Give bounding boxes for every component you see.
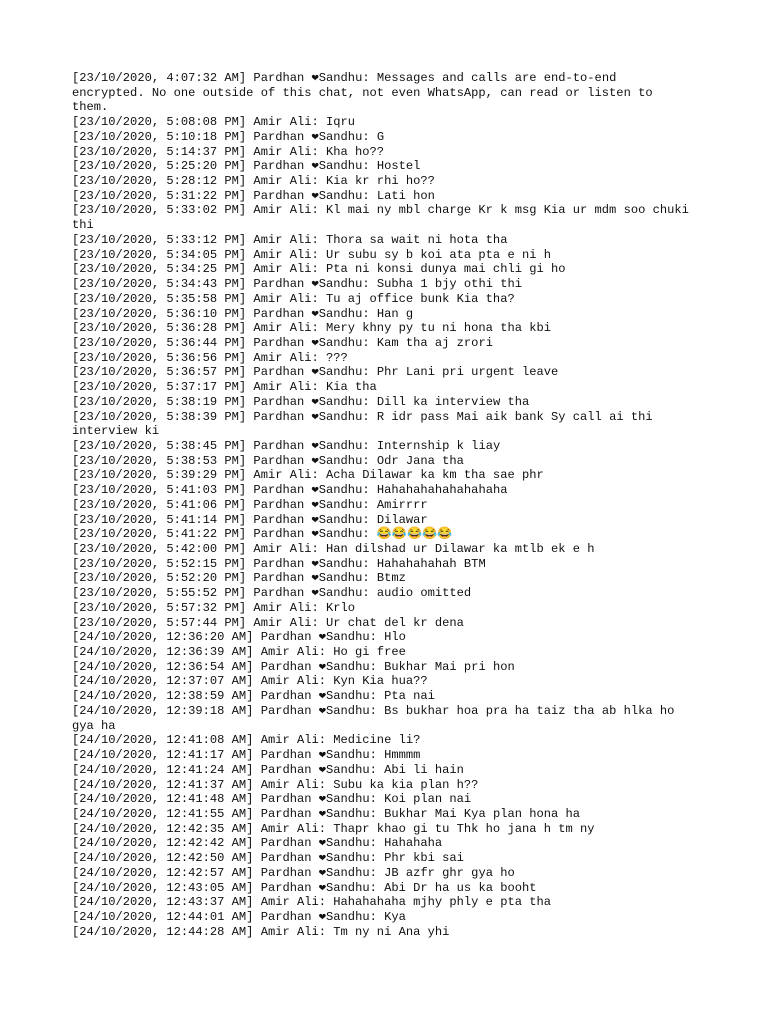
chat-message-line: [23/10/2020, 5:08:08 PM] Amir Ali: Iqru [72,115,356,130]
chat-message-line: [23/10/2020, 5:10:18 PM] Pardhan ❤Sandhu: G [72,129,385,144]
chat-message-line: [24/10/2020, 12:42:35 AM] Amir Ali: Thapr khao gi tu Thk ho jana h tm ny [72,821,595,836]
chat-message-line: [24/10/2020, 12:37:07 AM] Amir Ali: Kyn Kia hua?? [72,674,428,689]
chat-message-line: [23/10/2020, 5:33:02 PM] Amir Ali: Kl mai ny mbl charge Kr k msg Kia ur mdm soo chuki thi [72,203,697,233]
chat-message-line: [23/10/2020, 5:36:57 PM] Pardhan ❤Sandhu: Phr Lani pri urgent leave [72,365,559,380]
chat-log-text [72,71,697,939]
chat-message-line: [23/10/2020, 5:36:28 PM] Amir Ali: Mery khny py tu ni hona tha kbi [72,321,551,336]
chat-message-line: [23/10/2020, 5:39:29 PM] Amir Ali: Acha Dilawar ka km tha sae phr [72,468,544,483]
chat-message-line: [23/10/2020, 5:36:56 PM] Amir Ali: ??? [72,350,348,365]
chat-message-line: [24/10/2020, 12:41:55 AM] Pardhan ❤Sandhu: Bukhar Mai Kya plan hona ha [72,806,581,821]
chat-message-line: [23/10/2020, 5:52:20 PM] Pardhan ❤Sandhu: Btmz [72,571,406,586]
chat-message-line: [24/10/2020, 12:38:59 AM] Pardhan ❤Sandhu: Pta nai [72,689,435,704]
chat-message-line: [23/10/2020, 5:25:20 PM] Pardhan ❤Sandhu: Hostel [72,159,421,174]
chat-message-line: [23/10/2020, 4:07:32 AM] Pardhan ❤Sandhu: Messages and calls are end-to-end encrypted. No one outside of this chat, not even WhatsApp, can read or listen to them. [72,71,660,115]
chat-message-line: [24/10/2020, 12:39:18 AM] Pardhan ❤Sandhu: Bs bukhar hoa pra ha taiz tha ab hlka ho gya ha [72,703,682,733]
chat-message-line: [24/10/2020, 12:41:08 AM] Amir Ali: Medicine li? [72,733,421,748]
chat-message-line: [24/10/2020, 12:41:17 AM] Pardhan ❤Sandhu: Hmmmm [72,748,421,763]
chat-message-line: [23/10/2020, 5:37:17 PM] Amir Ali: Kia tha [72,380,377,395]
chat-message-line: [23/10/2020, 5:55:52 PM] Pardhan ❤Sandhu: audio omitted [72,586,472,601]
chat-message-line: [23/10/2020, 5:38:19 PM] Pardhan ❤Sandhu: Dill ka interview tha [72,394,530,409]
chat-message-line: [23/10/2020, 5:34:05 PM] Amir Ali: Ur subu sy b koi ata pta e ni h [72,247,551,262]
chat-message-line: [23/10/2020, 5:38:39 PM] Pardhan ❤Sandhu: R idr pass Mai aik bank Sy call ai thi interview ki [72,409,660,439]
chat-message-line: [24/10/2020, 12:36:20 AM] Pardhan ❤Sandhu: Hlo [72,630,406,645]
chat-message-line: [23/10/2020, 5:28:12 PM] Amir Ali: Kia kr rhi ho?? [72,174,435,189]
chat-message-line: [24/10/2020, 12:36:39 AM] Amir Ali: Ho gi free [72,645,406,660]
chat-message-line: [23/10/2020, 5:38:53 PM] Pardhan ❤Sandhu: Odr Jana tha [72,453,464,468]
chat-message-line: [23/10/2020, 5:41:14 PM] Pardhan ❤Sandhu: Dilawar [72,512,428,527]
chat-message-line: [24/10/2020, 12:44:01 AM] Pardhan ❤Sandhu: Kya [72,909,406,924]
chat-message-line: [24/10/2020, 12:42:42 AM] Pardhan ❤Sandhu: Hahahaha [72,836,443,851]
chat-message-line: [23/10/2020, 5:31:22 PM] Pardhan ❤Sandhu: Lati hon [72,188,435,203]
chat-message-line: [23/10/2020, 5:57:44 PM] Amir Ali: Ur chat del kr dena [72,615,464,630]
chat-message-line: [23/10/2020, 5:36:44 PM] Pardhan ❤Sandhu: Kam tha aj zrori [72,335,493,350]
chat-message-line: [23/10/2020, 5:35:58 PM] Amir Ali: Tu aj office bunk Kia tha? [72,291,515,306]
chat-message-line: [24/10/2020, 12:41:37 AM] Amir Ali: Subu ka kia plan h?? [72,777,479,792]
chat-message-line: [23/10/2020, 5:41:06 PM] Pardhan ❤Sandhu: Amirrrr [72,497,428,512]
chat-message-line: [23/10/2020, 5:41:03 PM] Pardhan ❤Sandhu: Hahahahahahahahaha [72,483,508,498]
chat-message-line: [24/10/2020, 12:36:54 AM] Pardhan ❤Sandhu: Bukhar Mai pri hon [72,659,515,674]
chat-message-line: [23/10/2020, 5:52:15 PM] Pardhan ❤Sandhu: Hahahahahah BTM [72,556,486,571]
chat-message-line: [23/10/2020, 5:36:10 PM] Pardhan ❤Sandhu: Han g [72,306,414,321]
chat-message-line: [23/10/2020, 5:57:32 PM] Amir Ali: Krlo [72,600,356,615]
chat-message-line: [23/10/2020, 5:14:37 PM] Amir Ali: Kha ho?? [72,144,385,159]
chat-message-line: [23/10/2020, 5:34:43 PM] Pardhan ❤Sandhu: Subha 1 bjy othi thi [72,277,522,292]
chat-message-line: [23/10/2020, 5:34:25 PM] Amir Ali: Pta ni konsi dunya mai chli gi ho [72,262,566,277]
chat-message-line: [24/10/2020, 12:43:37 AM] Amir Ali: Hahahahaha mjhy phly e pta tha [72,895,551,910]
chat-message-line: [24/10/2020, 12:43:05 AM] Pardhan ❤Sandhu: Abi Dr ha us ka booht [72,880,537,895]
chat-message-line: [24/10/2020, 12:44:28 AM] Amir Ali: Tm ny ni Ana yhi [72,924,450,939]
chat-message-line: [23/10/2020, 5:42:00 PM] Amir Ali: Han dilshad ur Dilawar ka mtlb ek e h [72,542,595,556]
chat-message-line: [24/10/2020, 12:42:57 AM] Pardhan ❤Sandhu: JB azfr ghr gya ho [72,865,515,880]
chat-message-line: [24/10/2020, 12:41:48 AM] Pardhan ❤Sandhu: Koi plan nai [72,792,472,807]
chat-message-line: [23/10/2020, 5:41:22 PM] Pardhan ❤Sandhu: 😂😂😂😂😂 [72,527,453,542]
chat-message-line: [24/10/2020, 12:42:50 AM] Pardhan ❤Sandhu: Phr kbi sai [72,851,464,866]
chat-message-line: [24/10/2020, 12:41:24 AM] Pardhan ❤Sandhu: Abi li hain [72,762,464,777]
chat-message-line: [23/10/2020, 5:33:12 PM] Amir Ali: Thora sa wait ni hota tha [72,232,508,247]
chat-message-line: [23/10/2020, 5:38:45 PM] Pardhan ❤Sandhu: Internship k liay [72,438,501,453]
